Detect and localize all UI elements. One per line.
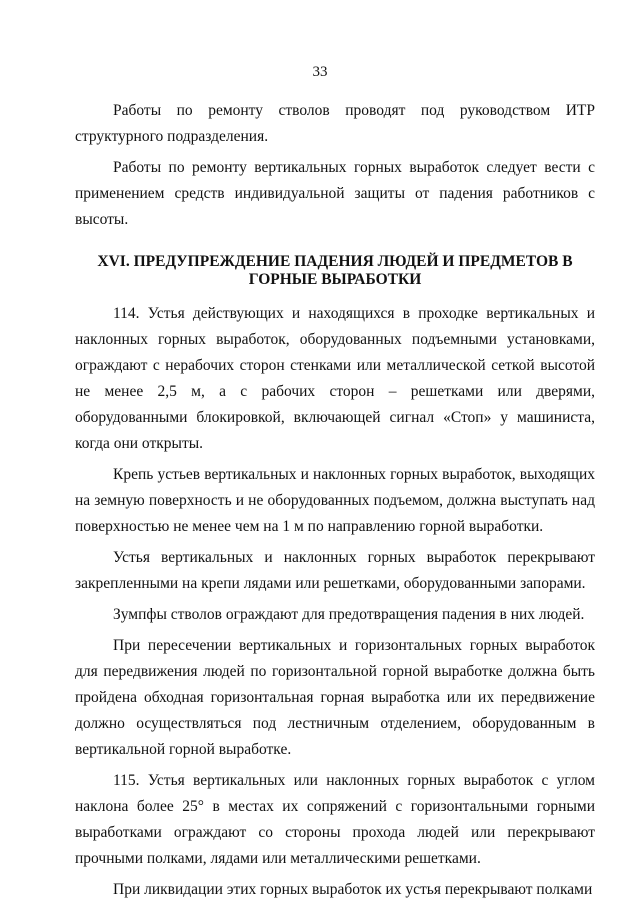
paragraph: 115. Устья вертикальных или наклонных горных выработок с углом наклона более 25° в местах их сопряжений с горизонтальными горными выработками ограждают со стороны прохода людей или перекрывают прочными полками, лядами или металлическими решетками. xyxy=(75,772,595,867)
paragraph: Зумпфы стволов ограждают для предотвращения падения в них людей. xyxy=(113,606,585,623)
paragraph: При пересечении вертикальных и горизонтальных горных выработок для передвижения людей по горизонтальной горной выработке должна быть пройдена обходная горизонтальная горная выработка или их передвижение должно осуществляться под лестничным отделением, оборудованным в вертикальной горной выработке. xyxy=(75,637,595,758)
paragraph: Работы по ремонту стволов проводят под руководством ИТР структурного подразделения. xyxy=(75,102,595,145)
paragraph: Крепь устьев вертикальных и наклонных горных выработок, выходящих на земную поверхность и не оборудованных подъемом, должна выступать над поверхностью не менее чем на 1 м по направлению горной выработки. xyxy=(75,466,595,535)
paragraph: Устья вертикальных и наклонных горных выработок перекрывают закрепленными на крепи лядами или решетками, оборудованными запорами. xyxy=(75,549,595,592)
paragraph: 114. Устья действующих и находящихся в проходке вертикальных и наклонных горных выработок, оборудованных подъемными установками, ограждают с нерабочих сторон стенками или металлической сеткой высотой не менее 2,5 м, а с рабочих сторон – решетками или дверями, оборудованными блокировкой, включающей сигнал «Стоп» у машиниста, когда они открыты. xyxy=(75,305,595,452)
page-number: 33 xyxy=(312,64,328,80)
document-body xyxy=(75,98,595,903)
section-heading: XVI. ПРЕДУПРЕЖДЕНИЕ ПАДЕНИЯ ЛЮДЕЙ И ПРЕДМЕТОВ В ГОРНЫЕ ВЫРАБОТКИ xyxy=(97,253,573,288)
paragraph: Работы по ремонту вертикальных горных выработок следует вести с применением средств индивидуальной защиты от падения работников с высоты. xyxy=(75,159,595,228)
paragraph: При ликвидации этих горных выработок их устья перекрывают полками xyxy=(113,881,593,898)
